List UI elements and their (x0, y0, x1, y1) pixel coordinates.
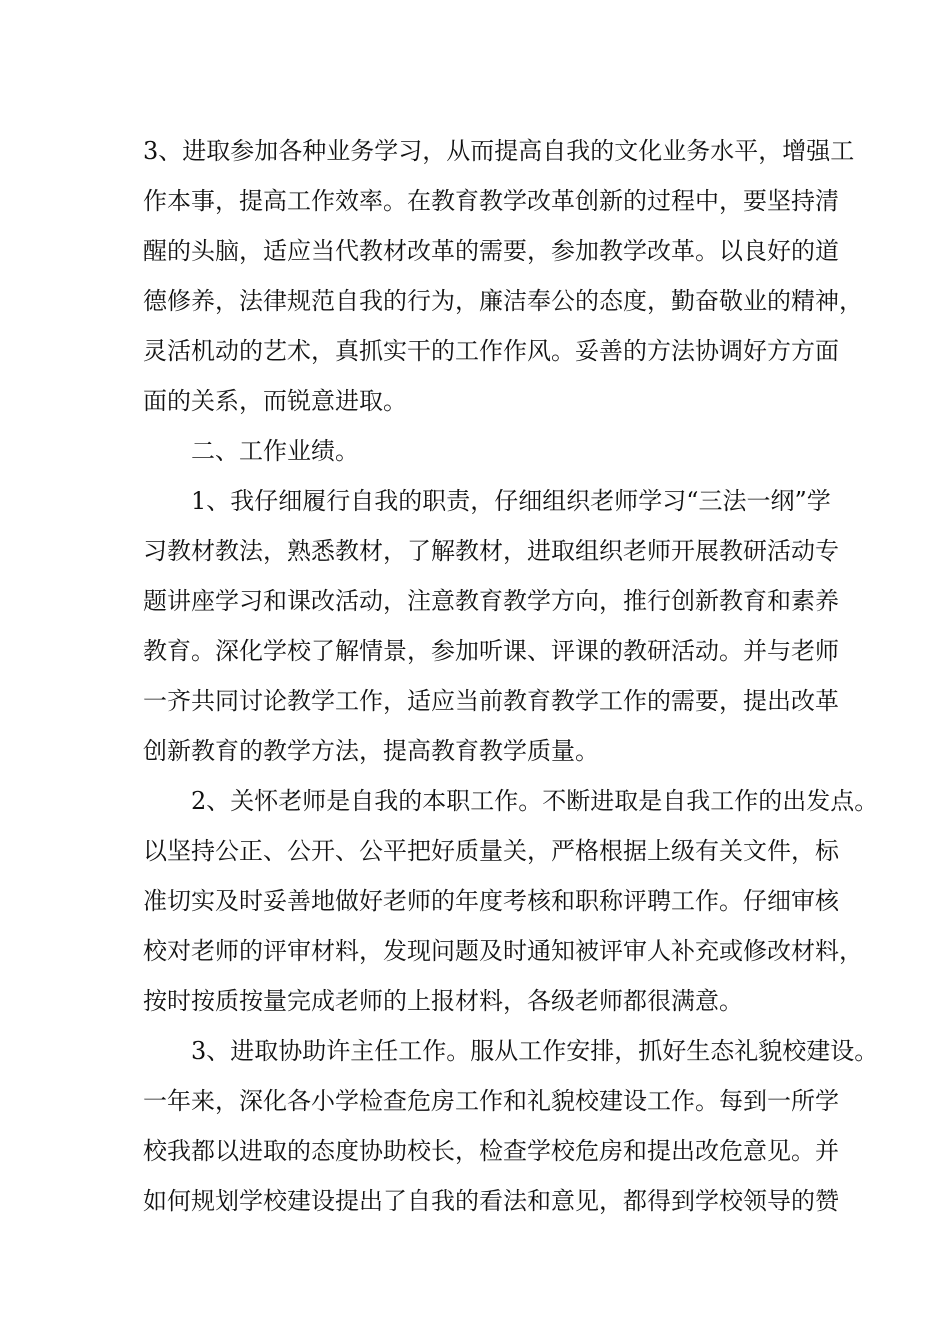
text-line: 3、进取协助许主任工作。服从工作安排，抓好生态礼貌校建设。 (191, 1037, 879, 1065)
text-line: 教育。深化学校了解情景，参加听课、评课的教研活动。并与老师 (143, 637, 839, 665)
text-line: 面的关系，而锐意进取。 (143, 387, 407, 415)
paragraph-achievement-2 (143, 776, 879, 1026)
text-line: 创新教育的教学方法，提高教育教学质量。 (143, 737, 599, 765)
text-line: 以坚持公正、公开、公平把好质量关，严格根据上级有关文件，标 (143, 837, 839, 865)
text-line: 2、关怀老师是自我的本职工作。不断进取是自我工作的出发点。 (191, 787, 879, 815)
text-line: 习教材教法，熟悉教材，了解教材，进取组织老师开展教研活动专 (143, 537, 839, 565)
text-line: 校对老师的评审材料，发现问题及时通知被评审人补充或修改材料， (143, 937, 863, 965)
section-heading-work-achievements (143, 426, 823, 476)
text-line: 醒的头脑，适应当代教材改革的需要，参加教学改革。以良好的道 (143, 237, 839, 265)
paragraph-work-attitude (143, 126, 863, 426)
text-line: 如何规划学校建设提出了自我的看法和意见，都得到学校领导的赞 (143, 1187, 839, 1215)
text-line: 一齐共同讨论教学工作，适应当前教育教学工作的需要，提出改革 (143, 687, 839, 715)
section-heading: 二、工作业绩。 (191, 437, 359, 465)
paragraph-achievement-3 (143, 1026, 879, 1226)
text-line: 3、进取参加各种业务学习，从而提高自我的文化业务水平，增强工 (143, 137, 855, 165)
text-line: 一年来，深化各小学检查危房工作和礼貌校建设工作。每到一所学 (143, 1087, 839, 1115)
text-line: 准切实及时妥善地做好老师的年度考核和职称评聘工作。仔细审核 (143, 887, 839, 915)
text-line: 1、我仔细履行自我的职责，仔细组织老师学习“三法一纲”学 (191, 487, 831, 515)
text-line: 按时按质按量完成老师的上报材料，各级老师都很满意。 (143, 987, 743, 1015)
text-line: 德修养，法律规范自我的行为，廉洁奉公的态度，勤奋敬业的精神， (143, 287, 863, 315)
text-line: 作本事，提高工作效率。在教育教学改革创新的过程中，要坚持清 (143, 187, 839, 215)
document-body (143, 126, 879, 1226)
paragraph-achievement-1 (143, 476, 839, 776)
text-line: 校我都以进取的态度协助校长，检查学校危房和提出改危意见。并 (143, 1137, 839, 1165)
text-line: 灵活机动的艺术，真抓实干的工作作风。妥善的方法协调好方方面 (143, 337, 839, 365)
text-line: 题讲座学习和课改活动，注意教育教学方向，推行创新教育和素养 (143, 587, 839, 615)
